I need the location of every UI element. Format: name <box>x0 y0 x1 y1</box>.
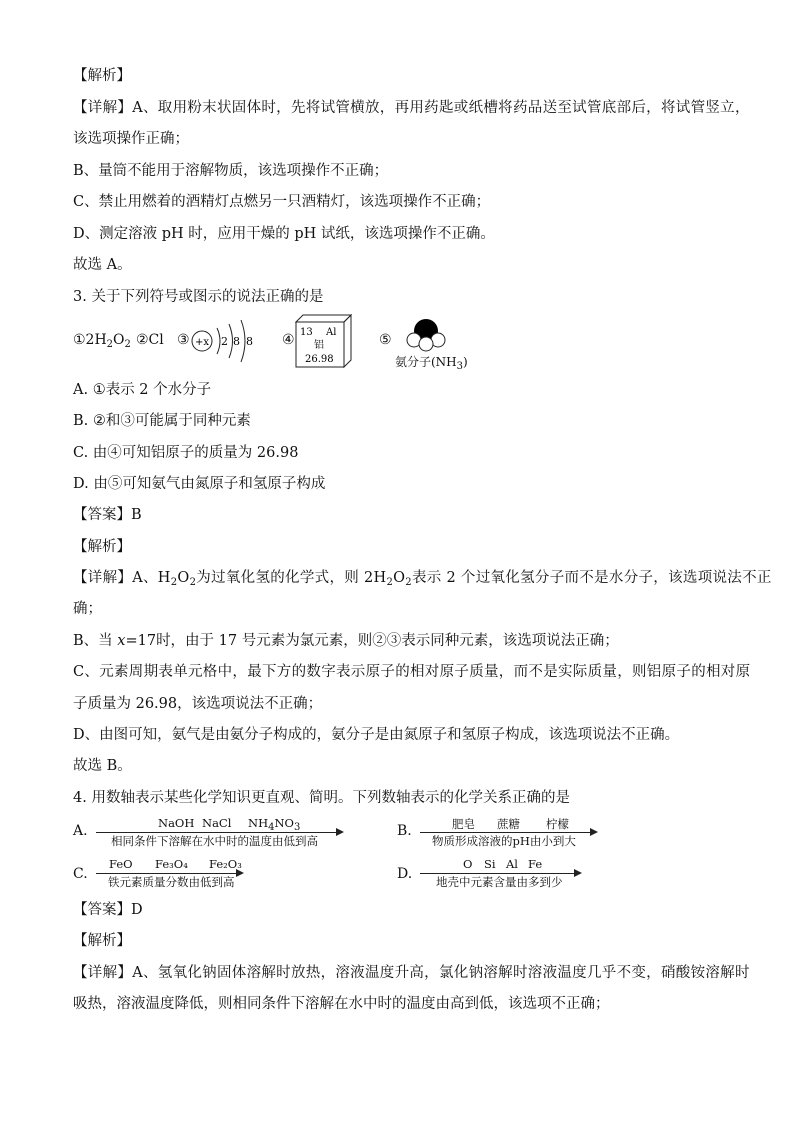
text-line: 故选 B。 <box>73 758 132 774</box>
axis-item: NaCl <box>202 816 232 830</box>
option-a: A. ①表示 2 个水分子 <box>73 382 212 398</box>
symbol-1: $①2H_2O_2$ <box>73 332 131 350</box>
axis-item: Si <box>484 857 496 871</box>
section-heading: 【解析】 <box>73 68 131 84</box>
periodic-cell-aluminium <box>295 314 353 368</box>
option-label: A. <box>73 823 88 839</box>
question-3-title: 3. 关于下列符号或图示的说法正确的是 <box>73 289 324 305</box>
axis-item: Fe₂O₃ <box>209 857 242 871</box>
element-symbol: Al <box>326 327 337 338</box>
option-d: D. 由⑤可知氨气由氮原子和氢原子构成 <box>73 476 326 492</box>
text-line: 故选 A。 <box>73 257 132 273</box>
text-line: B、量筒不能用于溶解物质，该选项操作不正确； <box>73 163 389 179</box>
symbol-5-marker: ⑤ <box>379 332 392 348</box>
symbol-2: ②Cl <box>136 332 164 348</box>
text-line: 吸热，溶液温度降低，则相同条件下溶解在水中时的温度由高到低，该选项不正确； <box>73 996 610 1012</box>
question-4-title: 4. 用数轴表示某些化学知识更直观、简明。下列数轴表示的化学关系正确的是 <box>73 790 570 806</box>
option-label: C. <box>73 866 88 882</box>
answer-line: 【答案】B <box>73 507 142 523</box>
text-line: D、测定溶液 pH 时，应用干燥的 pH 试纸，该选项操作不正确。 <box>73 226 495 242</box>
axis-item: $NH_4NO_3$ <box>248 816 301 833</box>
axis-item: O <box>463 857 473 871</box>
cell-side-face <box>344 315 351 367</box>
axis-caption: 地壳中元素含量由多到少 <box>436 875 563 889</box>
shell-electrons-1: 2 <box>221 335 228 348</box>
text-line: 该选项操作正确； <box>73 131 189 147</box>
shell-electrons-2: 8 <box>233 335 240 348</box>
option-label: B. <box>397 823 412 839</box>
axis-item: NaOH <box>158 816 195 830</box>
text-line: 确； <box>73 601 102 617</box>
axis-item: 肥皂 <box>452 817 475 831</box>
ammonia-molecule-model <box>403 318 449 352</box>
section-heading: 【解析】 <box>73 933 131 949</box>
axis-caption: 物质形成溶液的pH由小到大 <box>432 834 576 848</box>
element-name: 铝 <box>314 340 324 351</box>
text-line: 【详解】A、取用粉末状固体时，先将试管横放，再用药匙或纸槽将药品送至试管底部后，将试管竖立， <box>73 100 750 116</box>
symbol-3-marker: ③ <box>177 332 190 348</box>
section-heading: 【解析】 <box>73 539 131 555</box>
shell-arc-3 <box>241 320 245 362</box>
axis-item: Fe₃O₄ <box>155 857 188 871</box>
text-line: 【详解】A、氢氧化钠固体溶解时放热，溶液温度升高，氯化钠溶解时溶液温度几乎不变，硝酸铵溶解时 <box>73 965 750 981</box>
axis-caption: 相同条件下溶解在水中时的温度由低到高 <box>111 834 318 848</box>
option-b: B. ②和③可能属于同种元素 <box>73 413 251 429</box>
atomic-mass: 26.98 <box>305 354 334 365</box>
shell-electrons-3: 8 <box>246 335 253 348</box>
axis-item: Fe <box>528 857 543 871</box>
axis-caption: 铁元素质量分数由低到高 <box>108 875 235 889</box>
nucleus-charge: +x <box>194 337 210 348</box>
text-line: 子质量为 26.98，该选项说法不正确； <box>73 696 323 712</box>
text-line: C、元素周期表单元格中，最下方的数字表示原子的相对原子质量，而不是实际质量，则铝原子的相对原 <box>73 664 751 680</box>
text-line: B、当 x=17时，由于 17 号元素为氯元素，则②③表示同种元素，该选项说法正确； <box>73 633 619 649</box>
shell-arc-1 <box>217 328 220 354</box>
axis-item: 柠檬 <box>546 817 569 831</box>
ammonia-caption: 氨分子$(NH_3)$ <box>395 355 468 372</box>
atomic-number: 13 <box>300 327 313 338</box>
text-line: 【详解】A、$H_2O_2$为过氧化氢的化学式，则 $2H_2O_2$表示 2 个过氧化氢分子而不是水分子，该选项说法不正 <box>73 570 772 588</box>
axis-item: 蔗糖 <box>497 817 520 831</box>
option-label: D. <box>397 866 413 882</box>
axis-item: FeO <box>109 857 133 871</box>
atom-structure-diagram <box>190 316 260 366</box>
text-line: D、由图可知，氨气是由氨分子构成的，氨分子是由氮原子和氢原子构成，该选项说法不正确。 <box>73 727 680 743</box>
answer-line: 【答案】D <box>73 902 143 918</box>
axis-item: Al <box>506 857 518 871</box>
shell-arc-2 <box>229 324 233 358</box>
symbol-4-marker: ④ <box>282 332 295 348</box>
cell-top-face <box>296 315 351 322</box>
hydrogen-atom <box>419 337 433 351</box>
text-line: C、禁止用燃着的酒精灯点燃另一只酒精灯，该选项操作不正确； <box>73 194 491 210</box>
option-c: C. 由④可知铝原子的质量为 26.98 <box>73 445 299 461</box>
